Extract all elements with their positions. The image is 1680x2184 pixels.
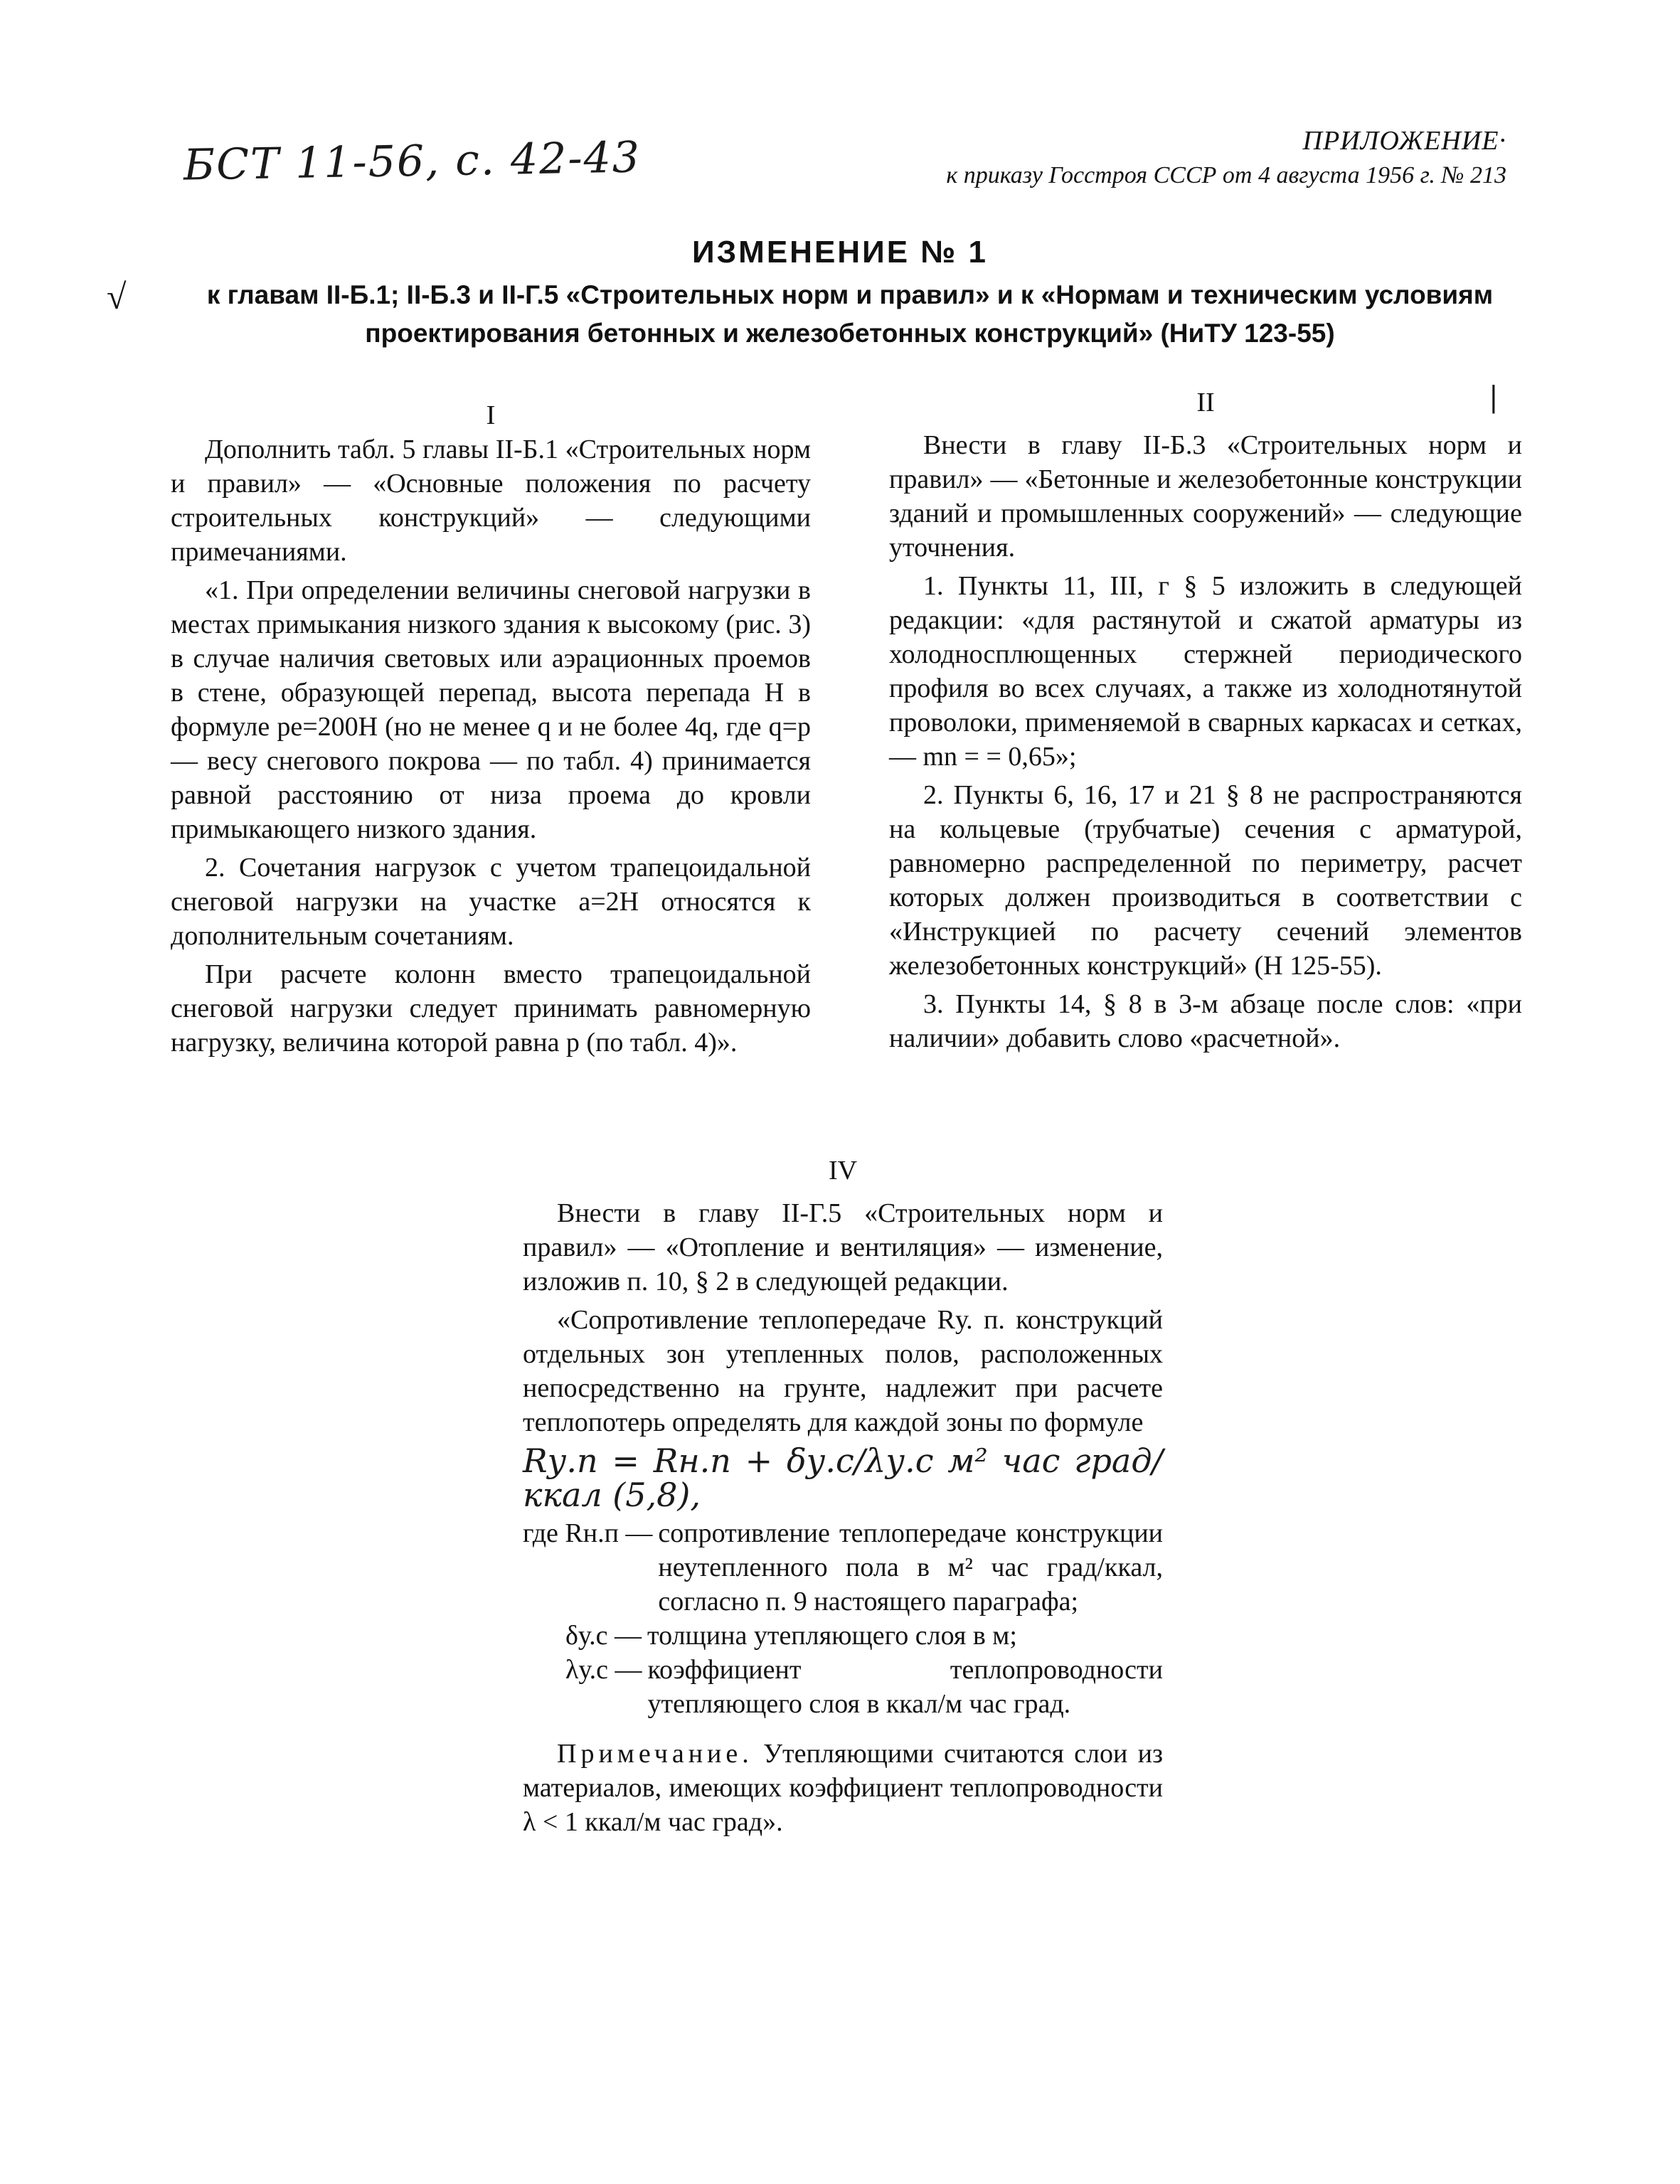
section-1-numeral: I [486, 400, 496, 430]
document-title: ИЗМЕНЕНИЕ № 1 [691, 235, 989, 270]
definition-label: δу.с — [565, 1621, 642, 1651]
definition-text: сопротивление теплопередаче конструкции неутепленного пола в м² час град/ккал, согласно п. 9 настоящего параграфа; [658, 1518, 1163, 1616]
section-1-paragraph: «1. При определении величины снеговой нагрузки в местах примыкания низкого здания к высокому (рис. 3) в случае наличия световых или аэрационных проемов в стене, образующей перепад, высота перепада H в формуле pe=200H (но не менее q и не более 4q, где q=p — весу снегового покрова — по табл. 4) принимается равной расстоянию от низа проема до кровли примыкающего низкого здания. [171, 575, 811, 844]
document-subtitle: к главам II-Б.1; II-Б.3 и II-Г.5 «Строительных норм и правил» и к «Нормам и техническим условиям проектирования бетонных и железобетонных конструкций» (НиТУ 123-55) [206, 280, 1494, 348]
appendix-title: ПРИЛОЖЕНИЕ· [1302, 126, 1506, 156]
appendix-header [724, 125, 1506, 189]
section-1 [171, 398, 811, 1064]
section-1-paragraph: Дополнить табл. 5 главы II-Б.1 «Строительных норм и правил» — «Основные положения по расчету строительных конструкций» — следующими примечаниями. [171, 435, 811, 567]
section-1-paragraph: 2. Сочетания нагрузок с учетом трапецоидальной снеговой нагрузки на участке a=2H относятся к дополнительным сочетаниям. [171, 853, 811, 951]
checkmark-icon: √ [107, 277, 127, 316]
section-2-paragraph: 3. Пункты 14, § 8 в 3-м абзаце после слов: «при наличии» добавить слово «расчетной». [889, 989, 1522, 1053]
definition-label: λу.с — [565, 1655, 642, 1685]
section-4-paragraph: «Сопротивление теплопередаче Rу. п. конструкций отдельных зон утепленных полов, расположенных непосредственно на грунте, надлежит при расчете теплопотерь определять для каждой зоны по формуле [523, 1305, 1163, 1437]
definition-label: где Rн.п — [523, 1518, 653, 1548]
section-2 [889, 388, 1522, 1060]
section-2-paragraph: 1. Пункты 11, III, г § 5 изложить в следующей редакции: «для растянутой и сжатой арматуры из холодносплющенных стержней периодического профиля во всех случаях, а также из холоднотянутой проволоки, применяемой в сварных каркасах и сетках, — mn = = 0,65»; [889, 571, 1522, 772]
section-2-paragraph: Внести в главу II-Б.3 «Строительных норм и правил» — «Бетонные и железобетонные конструкции зданий и промышленных сооружений» — следующие уточнения. [889, 430, 1522, 563]
section-4-numeral: IV [828, 1156, 858, 1186]
section-1-paragraph: При расчете колонн вместо трапецоидальной снеговой нагрузки следует принимать равномерную нагрузку, величина которой равна p (по табл. 4)». [171, 959, 811, 1058]
definition-row [523, 1516, 1163, 1619]
definition-row [523, 1653, 1163, 1721]
definition-text: коэффициент теплопроводности утепляющего слоя в ккал/м час град. [647, 1655, 1163, 1719]
handwritten-formula: Rу.п = Rн.п + δу.с/λу.с м² час град/ккал (5,8), [523, 1442, 1163, 1514]
note-paragraph [523, 1737, 1163, 1839]
definition-text: толщина утепляющего слоя в м; [647, 1621, 1017, 1651]
definition-row [523, 1619, 1163, 1653]
margin-mark: | [1490, 379, 1497, 414]
section-4-paragraph: Внести в главу II-Г.5 «Строительных норм и правил» — «Отопление и вентиляция» — изменение, изложив п. 10, § 2 в следующей редакции. [523, 1198, 1163, 1296]
section-2-paragraph: 2. Пункты 6, 16, 17 и 21 § 8 не распространяются на кольцевые (трубчатые) сечения с арматурой, равномерно распределенной по периметру, расчет которых должен производиться в соответствии с «Инструкцией по расчету сечений элементов железобетонных конструкций» (Н 125-55). [889, 780, 1522, 981]
section-4 [523, 1154, 1163, 1843]
section-2-numeral: II [1196, 388, 1215, 417]
appendix-order-reference: к приказу Госстроя СССР от 4 августа 1956 г. № 213 [946, 162, 1506, 188]
formula-definitions [523, 1516, 1163, 1721]
note-text: Утепляющими считаются слои из материалов, имеющих коэффициент теплопроводности λ < 1 ккал/м час град». [523, 1739, 1164, 1837]
handwritten-reference-note: БСТ 11-56, с. 42-43 [183, 132, 642, 191]
note-label: Примечание. [557, 1739, 753, 1769]
